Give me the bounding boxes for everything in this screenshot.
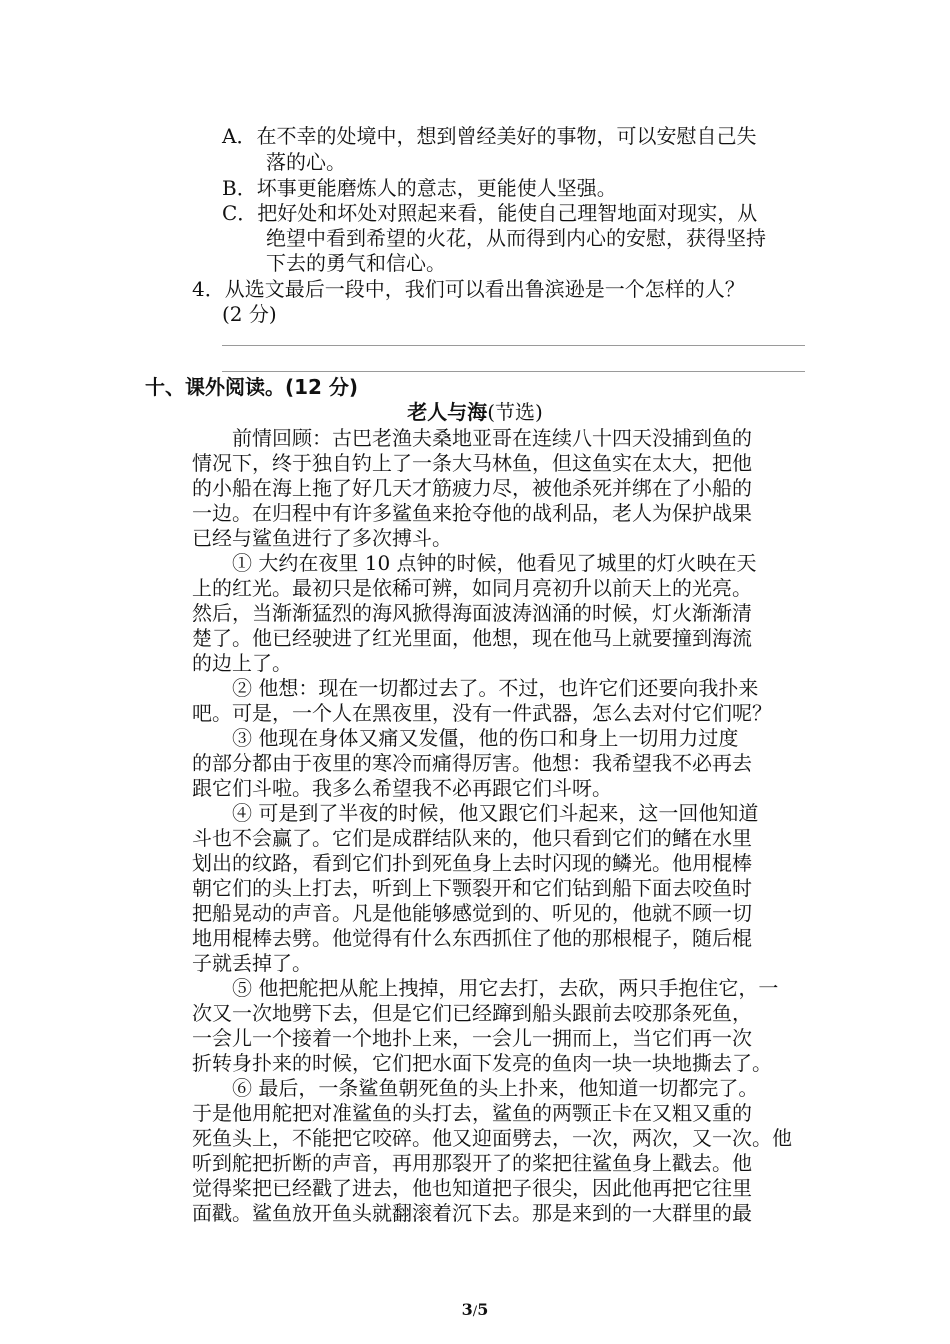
passage-title-sub: (节选) bbox=[487, 400, 543, 424]
answer-line[interactable] bbox=[222, 371, 805, 372]
option-a-line-1: A．在不幸的处境中，想到曾经美好的事物，可以安慰自己失 bbox=[222, 124, 757, 148]
page-current: 3 bbox=[461, 1300, 473, 1319]
passage-line: 次又一次地劈下去，但是它们已经蹿到船头跟前去咬那条死鱼， bbox=[192, 1001, 752, 1025]
passage-line: 子就丢掉了。 bbox=[192, 951, 312, 975]
passage-line: 朝它们的头上打去，听到上下颚裂开和它们钻到船下面去咬鱼时 bbox=[192, 876, 752, 900]
passage-line: 把船晃动的声音。凡是他能够感觉到的、听见的，他就不顾一切 bbox=[192, 901, 752, 925]
page-number bbox=[0, 1300, 950, 1319]
passage-line: ④ 可是到了半夜的时候，他又跟它们斗起来，这一回他知道 bbox=[232, 801, 759, 825]
passage-line: 的部分都由于夜里的寒冷而痛得厉害。他想：我希望我不必再去 bbox=[192, 751, 752, 775]
passage-line: ③ 他现在身体又痛又发僵，他的伤口和身上一切用力过度 bbox=[232, 726, 739, 750]
passage-line: 的小船在海上拖了好几天才筋疲力尽，被他杀死并绑在了小船的 bbox=[192, 476, 752, 500]
option-b-line-1: B．坏事更能磨炼人的意志，更能使人坚强。 bbox=[222, 176, 617, 200]
passage-line: 上的红光。最初只是依稀可辨，如同月亮初升以前天上的光亮。 bbox=[192, 576, 752, 600]
section-heading: 十、课外阅读。(12 分) bbox=[145, 375, 359, 399]
passage-line: 情况下，终于独自钓上了一条大马林鱼，但这鱼实在太大，把他 bbox=[192, 451, 752, 475]
passage-line: 一会儿一个接着一个地扑上来，一会儿一拥而上，当它们再一次 bbox=[192, 1026, 752, 1050]
passage-line: ② 他想：现在一切都过去了。不过，也许它们还要向我扑来 bbox=[232, 676, 759, 700]
passage-line: 前情回顾：古巴老渔夫桑地亚哥在连续八十四天没捕到鱼的 bbox=[232, 426, 752, 450]
passage-line: 吧。可是，一个人在黑夜里，没有一件武器，怎么去对付它们呢？ bbox=[192, 701, 772, 725]
passage-line: 的边上了。 bbox=[192, 651, 292, 675]
passage-line: ⑥ 最后，一条鲨鱼朝死鱼的头上扑来，他知道一切都完了。 bbox=[232, 1076, 759, 1100]
passage-line: 觉得桨把已经戳了进去，他也知道把子很尖，因此他再把它往里 bbox=[192, 1176, 752, 1200]
passage-line: 划出的纹路，看到它们扑到死鱼身上去时闪现的鳞光。他用棍棒 bbox=[192, 851, 752, 875]
passage-line: ⑤ 他把舵把从舵上拽掉，用它去打，去砍，两只手抱住它，一 bbox=[232, 976, 779, 1000]
page-total: 5 bbox=[477, 1300, 489, 1319]
passage-title-main: 老人与海 bbox=[407, 400, 488, 424]
option-a-line-2: 落的心。 bbox=[266, 150, 346, 174]
passage-line: ① 大约在夜里 10 点钟的时候，他看见了城里的灯火映在天 bbox=[232, 551, 757, 575]
option-c-line-1: C．把好处和坏处对照起来看，能使自己理智地面对现实，从 bbox=[222, 201, 758, 225]
question-4-line-2: (2 分) bbox=[222, 302, 277, 326]
passage-line: 已经与鲨鱼进行了多次搏斗。 bbox=[192, 526, 452, 550]
passage-line: 面戳。鲨鱼放开鱼头就翻滚着沉下去。那是来到的一大群里的最 bbox=[192, 1201, 752, 1225]
passage-line: 一边。在归程中有许多鲨鱼来抢夺他的战利品，老人为保护战果 bbox=[192, 501, 752, 525]
passage-title bbox=[0, 399, 950, 425]
answer-line[interactable] bbox=[222, 345, 805, 346]
passage-line: 然后，当渐渐猛烈的海风掀得海面波涛汹涌的时候，灯火渐渐清 bbox=[192, 601, 752, 625]
passage-line: 斗也不会赢了。它们是成群结队来的，他只看到它们的鳍在水里 bbox=[192, 826, 752, 850]
option-c-line-3: 下去的勇气和信心。 bbox=[266, 251, 446, 275]
passage-line: 死鱼头上，不能把它咬碎。他又迎面劈去，一次，两次，又一次。他 bbox=[192, 1126, 792, 1150]
passage-line: 折转身扑来的时候，它们把水面下发亮的鱼肉一块一块地撕去了。 bbox=[192, 1051, 772, 1075]
passage-line: 跟它们斗啦。我多么希望我不必再跟它们斗呀。 bbox=[192, 776, 612, 800]
passage-line: 于是他用舵把对准鲨鱼的头打去，鲨鱼的两颚正卡在又粗又重的 bbox=[192, 1101, 752, 1125]
passage-line: 楚了。他已经驶进了红光里面，他想，现在他马上就要撞到海流 bbox=[192, 626, 752, 650]
page-separator: / bbox=[472, 1304, 478, 1319]
passage-line: 听到舵把折断的声音，再用那裂开了的桨把往鲨鱼身上戳去。他 bbox=[192, 1151, 752, 1175]
option-c-line-2: 绝望中看到希望的火花，从而得到内心的安慰，获得坚持 bbox=[266, 226, 766, 250]
passage-line: 地用棍棒去劈。他觉得有什么东西抓住了他的那根棍子，随后棍 bbox=[192, 926, 752, 950]
question-4-line-1: 4．从选文最后一段中，我们可以看出鲁滨逊是一个怎样的人？ bbox=[192, 277, 745, 301]
